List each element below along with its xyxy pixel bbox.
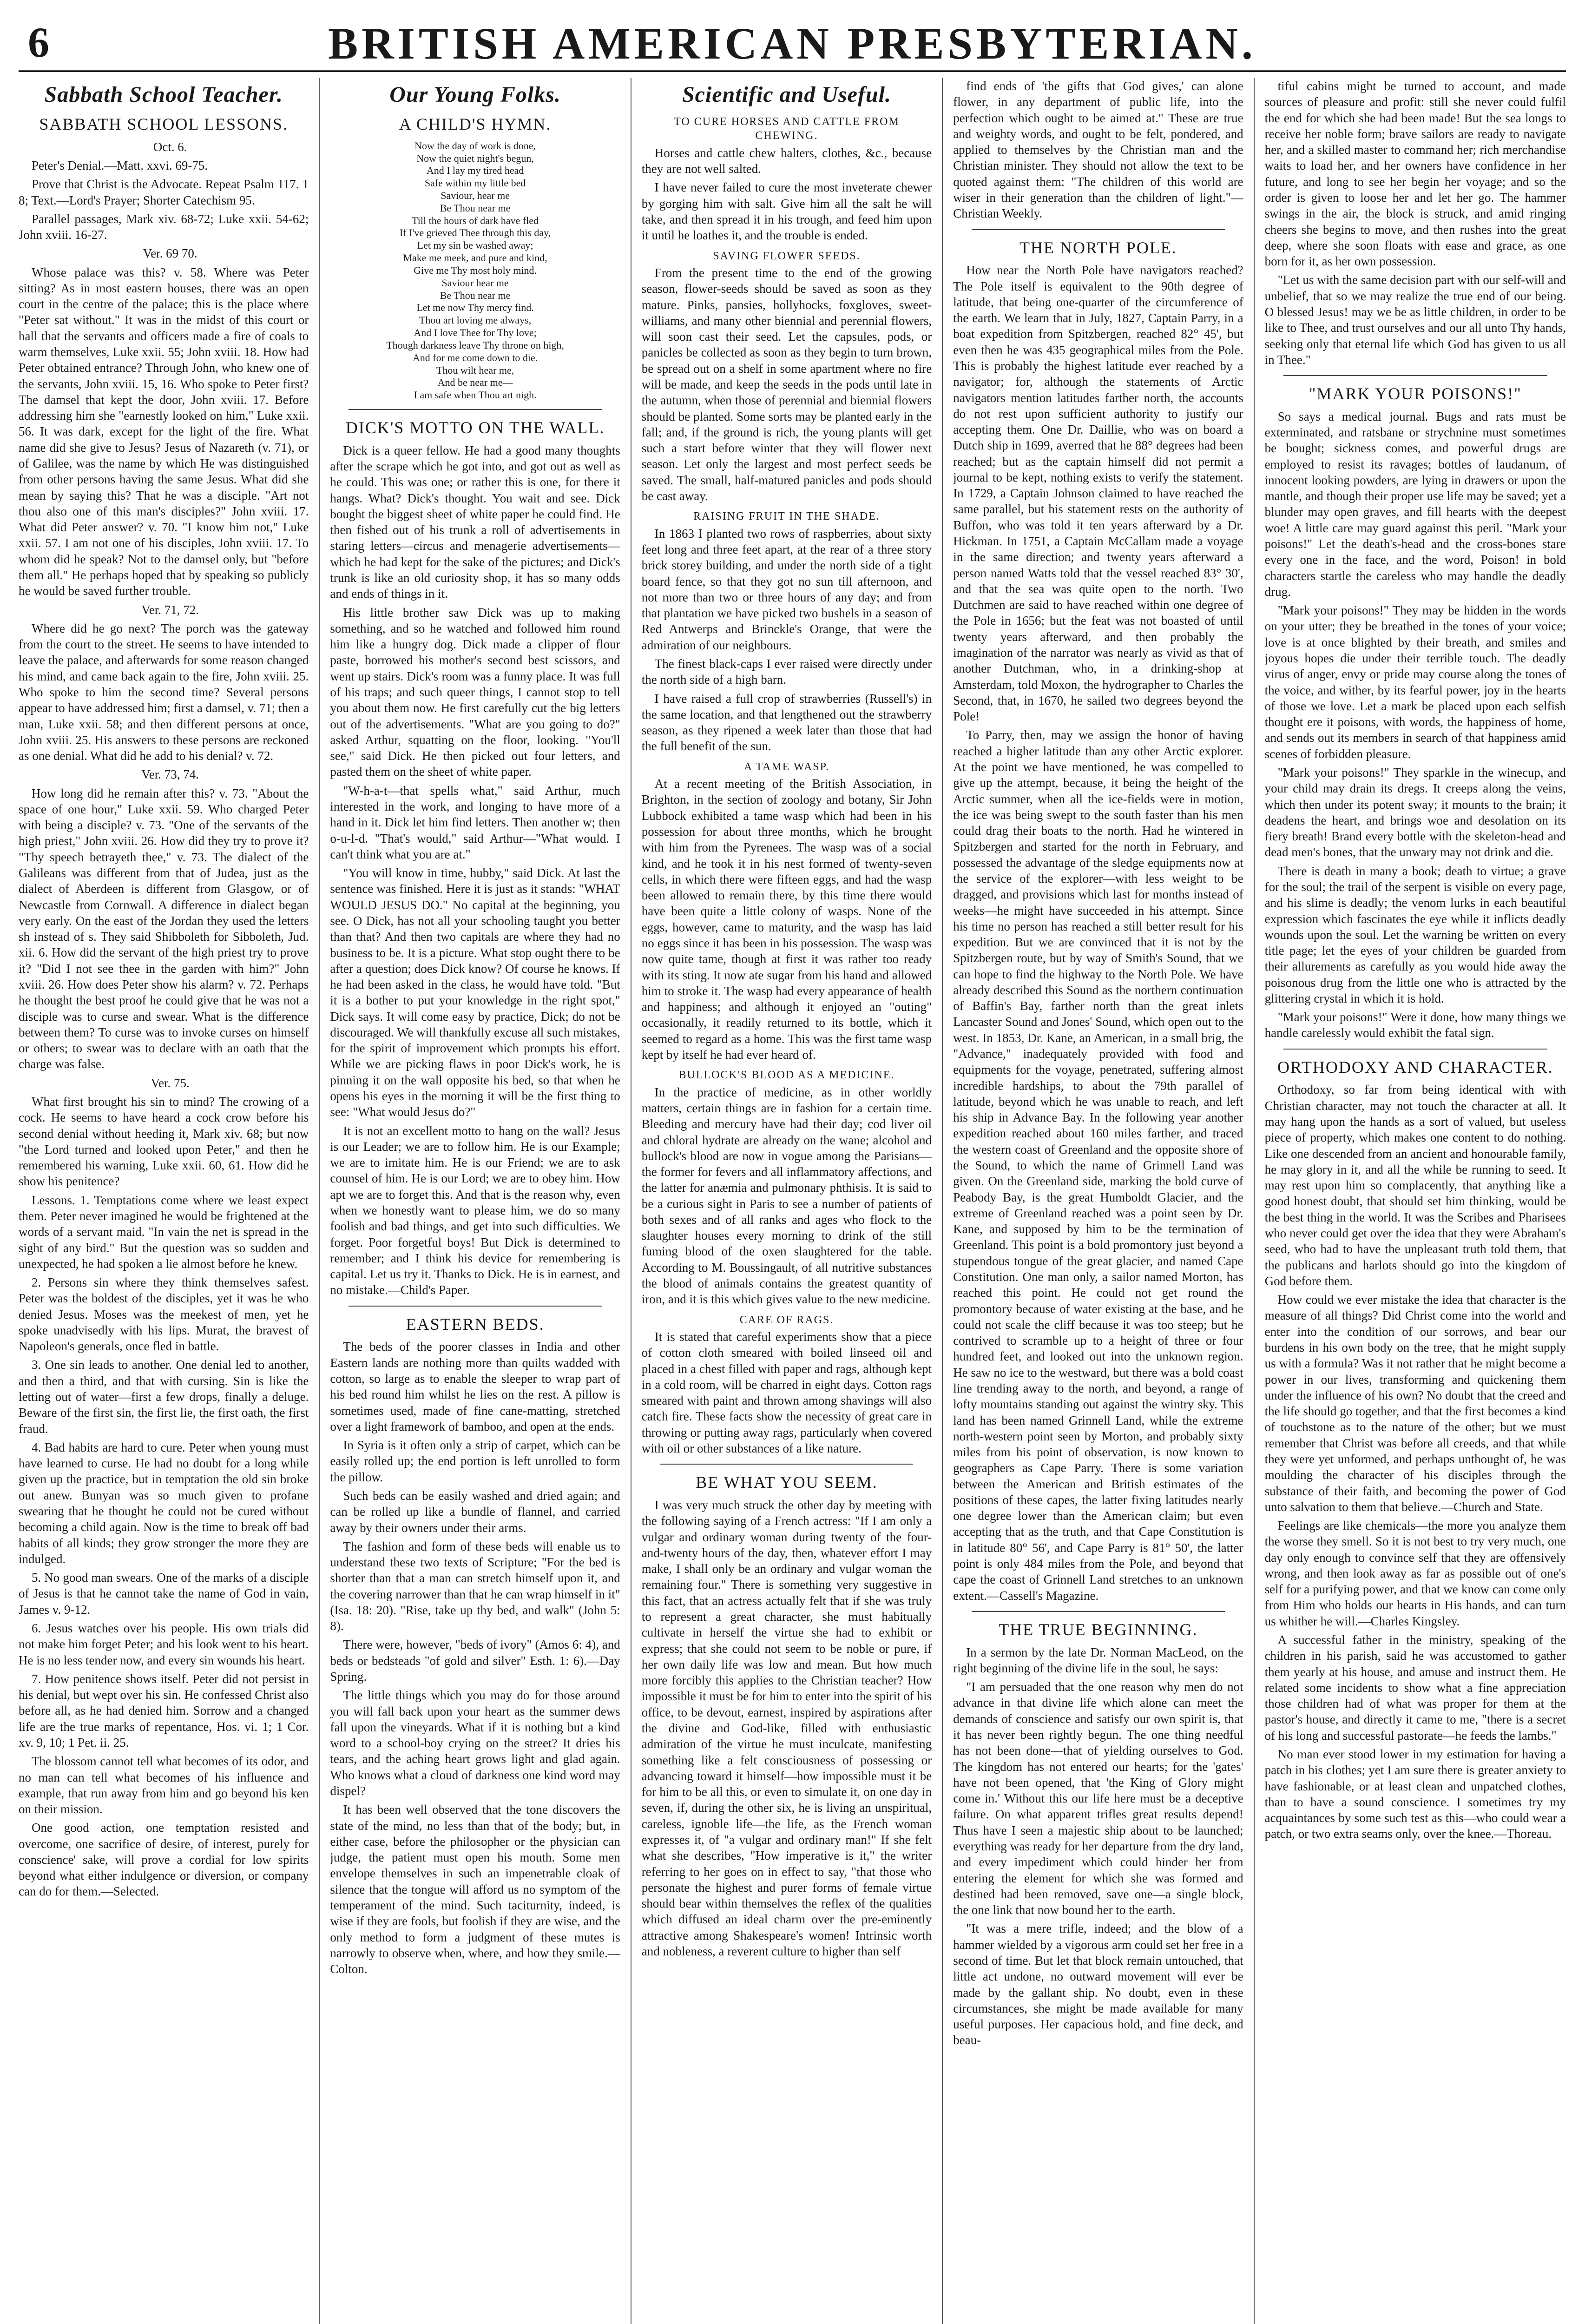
article-title: DICK'S MOTTO ON THE WALL.: [345, 418, 605, 437]
column-poisons: [1265, 78, 1566, 2324]
paragraph: Lessons. 1. Temptations come where we least expect them. Peter never imagined he would be frightened at the words of a servant maid. "In vain the net is spread in the sight of any bird." But the question was so sudden and unexpected, he had spoken a lie almost before he knew.: [19, 1193, 309, 1271]
section-heading: Scientific and Useful.: [682, 82, 891, 107]
hymn-line: Be Thou near me: [440, 289, 511, 301]
paragraph: What first brought his sin to mind? The crowing of a cock. He seems to have heard a cock crow before his second denial without heeding it, Mark xiv. 68; but now "the Lord turned and looked upon Peter," and then he remembered his warning, Luke xxii. 60, 61. How did he show his penitence?: [19, 1094, 309, 1188]
divider: [972, 1611, 1224, 1612]
paragraph: "Let us with the same decision part with our self-will and unbelief, that so we may realize the true end of our being. O blessed Jesus! may we be as little children, in order to be like to Thee, and trust ourselves and our all unto Thy hands, seeking only that eternal life which God has given to us all in Thee.": [1264, 273, 1566, 367]
paragraph: "It was a mere trifle, indeed; and the blow of a hammer wielded by a vigorous arm could set her free in a second of time. But let that block remain untouched, that little act undone, no outward movement will ever be made by the gallant ship. No doubt, even in these circumstances, she might be made available for many useful purposes. Her capacious hold, and fine deck, and beau-: [953, 1921, 1243, 2047]
hymn-line: Now the day of work is done,: [414, 139, 536, 152]
paragraph: 5. No good man swears. One of the marks of a disciple of Jesus is that he cannot take the name of God in vain, James v. 9-12.: [19, 1571, 309, 1617]
article-title: SAVING FLOWER SEEDS.: [713, 250, 861, 262]
paragraph: The beds of the poorer classes in India and other Eastern lands are nothing more than quilts wadded with cotton, so large as to enable the sleeper to wrap part of his bed round him whilst he lies on the rest. A pillow is sometimes used, made of fine cane-matting, stretched over a light framework of bamboo, and open at the ends.: [330, 1340, 620, 1433]
hymn-line: Saviour, hear me: [441, 189, 510, 201]
column-sabbath-school: [19, 78, 320, 2324]
paragraph: Where did he go next? The porch was the gateway from the court to the street. He seems to have intended to leave the palace, and afterwards for some reason changed his mind, and came back again to the fire, John xviii. 25. Who spoke to him the second time? Several persons appear to have addressed him; first a damsel, v. 71; then a man, Luke xxii. 58; and then different persons at once, John xviii. 25. His answers to these persons are reckoned as one denial. What did he add to his denial? v. 72.: [19, 621, 309, 763]
article-title: CARE OF RAGS.: [739, 1314, 834, 1326]
article-title: BE WHAT YOU SEEM.: [696, 1473, 878, 1492]
paragraph: His little brother saw Dick was up to making something, and so he watched and followed him round him like a hungry dog. Dick made a clipper of flour paste, borrowed his mother's second best scissors, and went up stairs. Dick's room was a funny place. It was full of his traps; and such queer things, I cannot stop to tell you about them now. He first carefully cut the big letters out of the advertisements. "What are you going to do?" asked Arthur, squatting on the floor, looking. "You'll see," said Dick. He then picked out four letters, and pasted them on the sheet of white paper.: [330, 605, 620, 779]
hymn-line: Let me now Thy mercy find.: [416, 302, 534, 314]
hymn-line: Thou art loving me always,: [419, 314, 532, 326]
paragraph: It is not an excellent motto to hang on the wall? Jesus is our Leader; we are to follow him. He is our Example; we are to imitate him. He is our Friend; we are to ask counsel of him. He is our Lord; we are to obey him. How apt we are to forget this. And that is the reason why, even when we honestly want to please him, we do so many foolish and bad things, and get into such difficulties. We forget. Poor forgetful boys! But Dick is determined to remember; and I think his device for remembering is capital. Let us try it. Thanks to Dick. He is in earnest, and no mistake.—Child's Paper.: [330, 1123, 620, 1297]
hymn-line: And I lay my tired head: [426, 165, 524, 177]
paragraph: 2. Persons sin where they think themselves safest. Peter was the boldest of the disciples, yet it was he who denied Jesus. Moses was the meekest of men, yet he spoke unadvisedly with his lips. Murat, the bravest of Napoleon's generals, once fled in battle.: [19, 1275, 309, 1353]
paragraph: How near the North Pole have navigators reached? The Pole itself is equivalent to the 90th degree of latitude, that being one-quarter of the circumference of the earth. We learn that in July, 1827, Captain Parry, in a boat expedition from Spitzbergen, reached 82° 45', but even then he was 435 geographical miles from the Pole. This is probably the highest latitude ever reached by a navigator; for, although the statements of Arctic navigators mention latitudes farther north, the accounts do not rest upon sufficient authority to justify our accepting them. One Dr. Daillie, who was on board a Dutch ship in 1699, averred that he 88° degrees had been reached; but as the captain himself did not permit a journal to be kept, nothing exists to verify the statement. In 1729, a Captain Johnson claimed to have reached the same parallel, but his statement rests on the authority of Buffon, who was told it ten years afterward by a Dr. Hickman. In 1751, a Captain McCallam made a voyage in the same direction; and twenty years afterward a person named Watts told that the vessel reached 83° 30', and that the sea was quite open to the north. Two Dutchmen are said to have reached within one degree of the Pole in 1656; but the feat was not boasted of until twenty years afterward, and then probably the imagination of the narrator was nearly as vivid as that of another Dutchman, who, in a drinking-shop at Amsterdam, told Moxon, the hydrographer to Charles the Second, that, in 1670, he sailed two degrees beyond the Pole!: [953, 263, 1243, 724]
masthead: [19, 14, 1566, 72]
paragraph: "Mark your poisons!" Were it done, how many things we handle carelessly would exhibit the fatal sign.: [1264, 1010, 1566, 1040]
column-scientific: [642, 78, 943, 2324]
hymn-line: Be Thou near me: [440, 202, 511, 214]
article-title: THE NORTH POLE.: [1019, 238, 1177, 257]
paragraph: So says a medical journal. Bugs and rats must be exterminated, and ratsbane or strychnine must sometimes be bought; sickness comes, and powerful drugs are employed to resist its ravages; bottles of laudanum, of innocent looking powders, are lying in drawers or upon the mantle, and though their proper use life may be saved; yet a blunder may open graves, and fill hearts with the deepest woe! A little care may guard against this peril. "Mark your poisons!" Let the death's-head and the cross-bones stare every one in the face, and the word, Poison! in bold characters startle the careless who may handle the deadly drug.: [1264, 409, 1566, 599]
hymn-line: Saviour hear me: [441, 277, 509, 289]
hymn-line: And be near me—: [437, 376, 513, 389]
paragraph: To Parry, then, may we assign the honor of having reached a higher latitude than any other Arctic explorer. At the point we have mentioned, he was compelled to give up the attempt, because, it being the height of the Arctic summer, when all the ice-fields were in motion, the ice was being swept to the south faster than his men could drag their boats to the north. Had he wintered in Spitzbergen and started for the north in February, and possessed the advantage of the sledge equipments now at the service of the explorer—with less weight to be dragged, and provisions which last for months instead of weeks—he might have succeeded in his attempt. Since his time no person has reached a still better result for his expedition. But we are convinced that it is not by the Spitzbergen route, but by way of Smith's Sound, that we can hope to find the highway to the North Pole. We have already described this Sound as the northern continuation of Baffin's Bay, farther north than the great inlets Lancaster Sound and Jones' Sound, which open out to the west. In 1853, Dr. Kane, an American, in a small brig, the "Advance," inadequately provided with food and equipments for the voyage, penetrated, suffering almost incredible hardships, to about the 79th parallel of latitude, beyond which he was unable to reach, and left his ship in Advance Bay. In the following year another expedition reached about 160 miles farther, and traced the western coast of Greenland and the opposite shore of the Sound, to which the name of Grinnell Land was given. On the Greenland side, marking the bold curve of Peabody Bay, is the great Humboldt Glacier, and the extreme of Greenland reached was a point seen by Dr. Kane, and supposed by him to be the termination of Greenland. This point is a bold promontory just beyond a stupendous tongue of the great glacier, and named Cape Constitution. One man only, a sailor named Morton, has reached this point. He could not get round the promontory because of water existing at the base, and he could not scale the cliff because it was too steep; but he contrived to scramble up to a height of three or four hundred feet, and looked out into the unknown region. He saw no ice to the westward, but there was a bold coast line trending away to the north, and beyond, a range of lofty mountains standing out against the wintry sky. This land has been named Grinnell Land, while the extreme north-western point seen by Morton, and probably sixty miles from his point of observation, is now known to geographers as Cape Parry. There is some variation between the American and British estimates of the positions of these capes, the latter fixing latitudes nearly one degree lower than the American claim; but even accepting that as the truth, and that Cape Constitution is in latitude 80° 56', and Cape Parry is 81° 50', the latter point is only 484 miles from the Pole, and beyond that cape the coast of Grinnell Land stretches to an unknown extent.—Cassell's Magazine.: [953, 728, 1243, 1603]
paragraph: Whose palace was this? v. 58. Where was Peter sitting? As in most eastern houses, there was an open court in the centre of the palace; this is the place where "Peter sat without." It was in the midst of this court or hall that the servants and officers made a fire of coals to warm themselves, Luke xxii. 55; John xviii. 18. How had Peter obtained entrance? Through John, who knew one of the servants, John xviii. 15, 16. Who spoke to Peter first? The damsel that kept the door, John xviii. 17. Before addressing him she "earnestly looked on him," Luke xxii. 56. It was dark, except for the light of the fire. What name did she give to Jesus? Jesus of Nazareth (v. 71), or of Galilee, was the name by which He was distinguished from other persons having the same Jesus. What did she mean by saying this? That he was a disciple. "Art not thou also one of this man's disciples?" John xviii. 17. What did Peter answer? v. 70. "I know him not," Luke xxii. 57. I am not one of his disciples, John xviii. 17. To whom did he speak? Not to the damsel only, but "before them all." He perhaps hoped that by speaking so publicly he would be saved further trouble.: [19, 265, 309, 598]
paragraph: Such beds can be easily washed and dried again; and can be rolled up like a bundle of flannel, and carried away by their owners under their arms.: [330, 1488, 620, 1535]
verse-reference: Ver. 75.: [151, 1076, 190, 1090]
hymn-line: I am safe when Thou art nigh.: [414, 389, 537, 401]
paragraph: How long did he remain after this? v. 73. "About the space of one hour," Luke xxii. 59. Who charged Peter with being a disciple? v. 73. "One of the servants of the high priest," John xviii. 26. How did they try to prove it? "Thy speech betrayeth thee," v. 73. The dialect of the Galileans was different from that of Judea, just as the dialect of Aberdeen is different from Glasgow, or of Newcastle from Cornwall. A difference in dialect began very early. On the east of the Jordan they used the letters sh instead of s. They said Shibboleth for Sibboleth, Jud. xii. 6. How did the servant of the high priest try to prove it? "Did I not see thee in the garden with him?" John xviii. 26. How does Peter show his alarm? v. 72. Perhaps he thought the best proof he could give that he was not a disciple was to curse and swear. What is the difference between them? To curse was to invoke curses on himself or others; to swear was to declare with an oath that the charge was false.: [19, 786, 309, 1071]
paragraph: I was very much struck the other day by meeting with the following saying of a French actress: "If I am only a vulgar and ordinary woman during twenty of the four-and-twenty hours of the day, then, whatever effort I may make, I shall only be an ordinary and vulgar woman the remaining four." There is something very suggestive in this fact, that an actress actually felt that if she was truly to represent a great character, she must habitually cultivate in herself the virtue she had to exhibit or express; that she could not seem to be noble or pure, if her own daily life was low and mean. But how much more forcibly this applies to the Christian teacher? How impossible it must be for him to enter into the spirit of his office, to be devout, earnest, inspired by aspirations after the divine and God-like, filled with enthusiastic admiration of the virtue he must inculcate, manifesting something like a felt consciousness of possessing or advancing toward it himself—how impossible must it be for him to be all this, or even to simulate it, on one day in seven, if, during the other six, he is living an unspiritual, careless, ignoble life—the life, as the French woman expresses it, of "a vulgar and ordinary man!" If she felt what she describes, "How imperative is it," the writer referring to her goes on in effect to say, "that those who personate the highest and purer forms of female virtue should bear within themselves the reflex of the qualities which diffused an ideal charm over the pre-eminently attractive among Shakespeare's women! Intrinsic worth and nobleness, a reverent culture to higher than self: [641, 1498, 932, 1958]
paragraph: At a recent meeting of the British Association, in Brighton, in the section of zoology and botany, Sir John Lubbock exhibited a tame wasp which had been in his possession for about three months, which he brought with him from the Pyrenees. The wasp was of a social kind, and he took it in his nest formed of twenty-seven cells, in which there were fifteen eggs, and had the wasp been allowed to remain there, by this time there would have been quite a little colony of wasps. None of the eggs, however, came to maturity, and the wasp has laid no eggs since it has been in his possession. The wasp was now quite tame, though at first it was rather too ready with its sting. It now ate sugar from his hand and allowed him to stroke it. The wasp had every appearance of health and happiness; and although it enjoyed an "outing" occasionally, it readily returned to its bottle, which it seemed to regard as a home. This was the first tame wasp kept by itself he had ever heard of.: [641, 777, 932, 1062]
verse-reference: Ver. 71, 72.: [141, 602, 199, 617]
hymn-line: Let my sin be washed away;: [417, 239, 533, 251]
paragraph: I have never failed to cure the most inveterate chewer by gorging him with salt. Give him all the salt he will take, and then spread it in his trough, and feed him upon it until he loathes it, and the trouble is ended.: [641, 180, 932, 243]
paragraph: "Mark your poisons!" They may be hidden in the words on your utter; they be breathed in the tones of your voice; love is at once blighted by their breath, and smiles and joyous hopes die under their terrible touch. The deadly virus of anger, envy or pride may course along the tones of the voice, and wither, by its fearful power, joy in the hearts of those we love. Let a mark be placed upon each selfish thought ere it poisons, with words, the happiness of home, and sends out its members in search of that happiness amid scenes of forbidden pleasure.: [1264, 603, 1566, 761]
paragraph: How could we ever mistake the idea that character is the measure of all things? Did Christ come into the world and enter into the condition of our sorrows, and bear our burdens in his own body on the tree, that he might supply us with a formula? Was it not rather that he might become a power in our lives, transforming and quickening them under the influence of his own? No doubt that the creed and the life should go together, and that the first becomes a kind of touchstone as to the nature of the other; but we must remember that Christ was before all creeds, and that while they were yet unformed, and perhaps unthought of, he was moulding the character of his disciples through the substance of their faith, and becoming the power of God unto salvation to them that believe.—Church and State.: [1264, 1293, 1566, 1514]
paragraph: In the practice of medicine, as in other worldly matters, certain things are in fashion for a certain time. Bleeding and mercury have had their day; cod liver oil and chloral hydrate are already on the wane; alcohol and bullock's blood are now in vogue among the Parisians—the former for fevers and all inflammatory affections, and the latter for anæmia and pulmonary phthisis. It is said to be a curious sight in Paris to see a number of patients of both sexes and of all ranks and ages who flock to the slaughter houses every morning to drink of the still fuming blood of the oxen slaughtered for the table. According to M. Boussingault, of all nutritive substances the blood of animals contains the greatest quantity of iron, and it is this which gives value to the new medicine.: [641, 1085, 932, 1307]
article-title: EASTERN BEDS.: [406, 1314, 545, 1334]
hymn-line: Now the quiet night's begun,: [416, 152, 534, 164]
paragraph: I have raised a full crop of strawberries (Russell's) in the same location, and that lengthened out the strawberry season, as they ripened a week later than those that had the full benefit of the sun.: [641, 691, 932, 753]
hymn-line: Thou wilt hear me,: [436, 364, 514, 376]
paragraph: find ends of 'the gifts that God gives,' can alone flower, in any department of public life, into the perfection which ought to be aimed at." These are true and weighty words, and ought to be felt, pondered, and applied to themselves by the Christian man and the Christian minister. They should not allow the text to be quoted against them: "The children of this world are wiser in their generation than the children of light."—Christian Weekly.: [953, 79, 1243, 221]
paragraph: The fashion and form of these beds will enable us to understand these two texts of Scripture; "For the bed is shorter than that a man can stretch himself upon it, and the covering narrower than that he can wrap himself in it" (Isa. 18: 20). "Rise, take up thy bed, and walk" (John 5: 8).: [330, 1539, 620, 1633]
verse-reference: Ver. 73, 74.: [141, 767, 199, 782]
hymn-line: Though darkness leave Thy throne on high,: [386, 339, 564, 351]
section-heading: Sabbath School Teacher.: [44, 82, 283, 107]
paragraph: 3. One sin leads to another. One denial led to another, and then a third, and that with cursing. Sin is like the letting out of water—first a few drops, finally a deluge. Beware of the first sin, the first lie, the first oath, the first fraud.: [19, 1358, 309, 1436]
paragraph: One good action, one temptation resisted and overcome, one sacrifice of desire, of interest, purely for conscience' sake, will prove a cordial for low spirits beyond what either indulgence or diversion, or company can do for them.—Selected.: [19, 1821, 309, 1899]
hymn-line: Till the hours of dark have fled: [412, 214, 539, 226]
article-title: A CHILD'S HYMN.: [399, 114, 552, 133]
paragraph: It is stated that careful experiments show that a piece of cotton cloth smeared with boiled linseed oil and placed in a chest filled with paper and rags, although kept in a cold room, will be charred in eight days. Cotton rags smeared with paint and thrown among shavings will also catch fire. These facts show the necessity of great care in throwing or putting away rags, particularly when covered with oil or other substances of a like nature.: [641, 1330, 932, 1456]
divider: [972, 229, 1224, 230]
article-title: ORTHODOXY AND CHARACTER.: [1277, 1057, 1553, 1076]
paragraph: Prove that Christ is the Advocate. Repeat Psalm 117. 1 8; Text.—Lord's Prayer; Shorter Catechism 95.: [19, 177, 309, 207]
paragraph: It has been well observed that the tone discovers the state of the mind, no less than that of the body; but, in either case, before the philosopher or the physician can judge, the patient must open his mouth. Some men envelope themselves in such an impenetrable cloak of silence that the tongue will afford us no symptom of the temperament of the mind. Such taciturnity, indeed, is wise if they are fools, but foolish if they are wise, and the only method to form a judgment of these mutes is narrowly to observe when, where, and how they smile.—Colton.: [330, 1802, 620, 1976]
divider: [1283, 1049, 1547, 1050]
paragraph: 6. Jesus watches over his people. His own trials did not make him forget Peter; and his look went to his heart. He is no less tender now, and every sin wounds his heart.: [19, 1621, 309, 1667]
paragraph: No man ever stood lower in my estimation for having a patch in his clothes; yet I am sure there is greater anxiety to have fashionable, or at least clean and unpatched clothes, than to have a sound conscience. I sometimes try my acquaintances by some such test as this—who could wear a patch, or two extra seams only, over the knee.—Thoreau.: [1264, 1747, 1566, 1841]
paragraph: Orthodoxy, so far from being identical with with Christian character, may not touch the character at all. It may hang upon the hands as a sort of valued, but useless piece of property, which makes one content to do nothing. Like one descended from an ancient and honourable family, he may glory in it, and all the while be running to seed. It may rest upon him so complacently, that anything like a good honest doubt, that should set him thinking, would be the best thing in the world. It was the Scribes and Pharisees who never could get over the idea that they were Abraham's seed, who had to have the unpleasant truth told them, that the publicans and harlots should go into the kingdom of God before them.: [1264, 1083, 1566, 1288]
divider: [349, 1306, 601, 1307]
paragraph: Parallel passages, Mark xiv. 68-72; Luke xxii. 54-62; John xviii. 16-27.: [19, 211, 309, 242]
divider: [660, 1464, 913, 1465]
article-title: "MARK YOUR POISONS!": [1309, 384, 1522, 403]
paragraph: "You will know in time, hubby," said Dick. At last the sentence was finished. Here it is just as it stands: "WHAT WOULD JESUS DO." No capital at the beginning, you see. O Dick, has not all your schooling taught you better than that? And then two capitals are where they had no business to be. It is a picture. What stop ought there to be after a question; does Dick know? Of course he knows. If he had been asked in the class, he would have told. "But it is a bother to put your knowledge in the right spot," Dick says. It will come easy by practice, Dick; do not be discouraged. We will thankfully excuse all such mistakes, for the spirit of improvement which prompts his effort. While we are picking flaws in poor Dick's work, he is pinning it on the wall opposite his bed, so that when he opens his eyes in the morning it will be the first thing to see: "What would Jesus do?": [330, 866, 620, 1119]
hymn-line: And I love Thee for Thy love;: [414, 327, 537, 339]
paragraph: tiful cabins might be turned to account, and made sources of pleasure and profit: still she never could fulfil the end for which she had been made! But the sea longs to receive her noble form; brave sailors are ready to navigate her, and a skilled master to command her; rich merchandise waits to load her, and her owners have confidence in her future, and long to see her begin her voyage; and so the order is given to loose her and let her go. The hammer swings in the air, the block is struck, and amid ringing cheers she begins to move, and then rushes into the great deep, where she soon floats with ease and grace, as one born for it, as her own possession.: [1264, 79, 1566, 269]
paragraph: "I am persuaded that the one reason why men do not advance in that divine life which alone can meet the demands of conscience and satisfy our own spirit is, that it has never been rightly begun. The one thing needful has not been done—that of yielding ourselves to God. The kingdom has not entered our hearts; for the 'gates' have not been opened, that 'the King of Glory might come in.' Without this our life here must be a deceptive failure. On what apparent trifles great results depend! Thus have I seen a majestic ship about to be launched; everything was ready for her departure from the dry land, and every impediment which could hinder her from entering the element for which she was formed and destined had been removed, save one—a single block, the one link that now bound her to the earth.: [953, 1680, 1243, 1917]
lesson-reference: Peter's Denial.—Matt. xxvi. 69-75.: [32, 158, 208, 172]
article-title: BULLOCK'S BLOOD AS A MEDICINE.: [678, 1069, 895, 1082]
divider: [349, 409, 601, 410]
paragraph: "W-h-a-t—that spells what," said Arthur, much interested in the work, and longing to have more of a hand in it. Dick let him find letters. Then another w; then o-u-l-d. "That's would," said Arthur—"What would. I can't think what you are at.": [330, 783, 620, 861]
column-north-pole: [953, 78, 1254, 2324]
paragraph: There is death in many a book; death to virtue; a grave for the soul; the trail of the serpent is visible on every page, and his slime is deadly; the venom lurks in each beautiful expression which fascinates the eye while it inflicts deadly wounds upon the soul. Let the warning be written on every title page; let the eyes of your children be guarded from their allurements as carefully as you would hide away the poisonous drug from the little one who is attracted by the glittering crystal in which it is hold.: [1264, 864, 1566, 1005]
hymn-line: If I've grieved Thee through this day,: [399, 227, 551, 239]
paragraph: "Mark your poisons!" They sparkle in the winecup, and your child may drain its dregs. It creeps along the veins, which then under its potent sway; it mounts to the brain; it deadens the heart, and brings woe and desolation on its fiery breath! Brand every bottle with the skeleton-head and dead men's bones, that the unwary may not drink and die.: [1264, 765, 1566, 859]
paragraph: There were, however, "beds of ivory" (Amos 6: 4), and beds or bedsteads "of gold and silver" Esth. 1: 6).—Day Spring.: [330, 1637, 620, 1684]
hymn-line: Safe within my little bed: [424, 177, 526, 189]
hymn-line: And for me come down to die.: [412, 351, 538, 363]
paragraph: From the present time to the end of the growing season, flower-seeds should be saved as soon as they mature. Pinks, pansies, hollyhocks, foxgloves, sweet-williams, and many other biennial and perennial flowers, will soon cast their seed. Let the capsules, pods, or panicles be collected as soon as they begin to turn brown, be spread out on a shelf in some apartment where no fire will be made, and keep the seeds in the pods until late in the autumn, when those of perennial and biennial flowers should be planted. Some sorts may be planted early in the fall; and, if the ground is rich, the young plants will get such a start before winter that they will flower next season. Let only the largest and most perfect seeds be saved. The small, half-matured panicles and pods should be cast away.: [641, 266, 932, 503]
hymn-line: Make me meek, and pure and kind,: [403, 252, 547, 264]
paragraph: The finest black-caps I ever raised were directly under the north side of a high barn.: [641, 656, 932, 687]
divider: [1283, 375, 1547, 376]
hymn-verses: [330, 140, 620, 402]
article-title: THE TRUE BEGINNING.: [999, 1620, 1198, 1639]
hymn-line: Give me Thy most holy mind.: [414, 264, 537, 276]
newspaper-title: BRITISH AMERICAN PRESBYTERIAN.: [328, 19, 1256, 68]
paragraph: 7. How penitence shows itself. Peter did not persist in his denial, but wept over his sin. He confessed Christ also before all, as he had denied him. Sorrow and a changed life are the true marks of repentance, Hos. vi. 1; 1 Cor. xv. 9, 10; 1 Pet. ii. 25.: [19, 1671, 309, 1750]
section-subheading: SABBATH SCHOOL LESSONS.: [39, 114, 289, 133]
page-number: 6: [28, 19, 49, 66]
columns: [19, 78, 1566, 2324]
article-title: RAISING FRUIT IN THE SHADE.: [693, 510, 880, 523]
paragraph: Dick is a queer fellow. He had a good many thoughts after the scrape which he got into, and got out as well as he could. This was one; or rather this is one, for there it hangs. What? Dick's thought. You wait and see. Dick bought the biggest sheet of white paper he could find. He then fished out of his trunk a roll of advertisements in staring letters—circus and menagerie advertisements—which he had kept for the sake of the pictures; and Dick's trunk is like an old curiosity shop, it has so many odds and ends of things in it.: [330, 443, 620, 601]
lesson-date: Oct. 6.: [153, 139, 187, 154]
paragraph: In a sermon by the late Dr. Norman MacLeod, on the right beginning of the divine life in the soul, he says:: [953, 1645, 1243, 1675]
section-heading: Our Young Folks.: [389, 82, 561, 107]
verse-reference: Ver. 69 70.: [143, 246, 197, 261]
article-title: TO CURE HORSES AND CATTLE FROM CHEWING.: [674, 115, 900, 142]
paragraph: Feelings are like chemicals—the more you analyze them the worse they smell. So it is not best to try very much, one day only enough to convince self that they are offensively wrong, and then look away as far as possible out of one's self for a purifying power, and that we know can come only from Him who holds our hearts in His hands, and can turn us whither he will.—Charles Kingsley.: [1264, 1519, 1566, 1628]
paragraph: In 1863 I planted two rows of raspberries, about sixty feet long and three feet apart, at the rear of a three story brick storey building, and under the north side of a tight board fence, so that they got no sun till afternoon, and not more than two or three hours of any day; and from that plantation we have picked two bushels in a season of Red Antwerps and Brinckle's Orange, that were the admiration of our neighbours.: [641, 526, 932, 652]
paragraph: The blossom cannot tell what becomes of its odor, and no man can tell what becomes of his influence and example, that run away from him and go beyond his ken on their mission.: [19, 1754, 309, 1816]
column-young-folks: [330, 78, 631, 2324]
paragraph: 4. Bad habits are hard to cure. Peter when young must have learned to curse. He had no doubt for a long while given up the practice, but in temptation the old sin broke out anew. Bunyan was so much given to profane swearing that he thought he could not be cured without becoming a child again. Now is the time to break off bad habits of all kinds; they grow stronger the more they are indulged.: [19, 1440, 309, 1566]
paragraph: Horses and cattle chew halters, clothes, &c., because they are not well salted.: [641, 145, 932, 176]
paragraph: A successful father in the ministry, speaking of the children in his parish, said he was accustomed to gather them yearly at his house, and amuse and instruct them. He related some incidents to show what a fine appreciation those children had of what was proper for them at the pastor's house, and directly it came to me, "there is a secret of his long and successful pastorate—he feeds the lambs.": [1264, 1633, 1566, 1743]
paragraph: In Syria is it often only a strip of carpet, which can be easily rolled up; the end portion is left unrolled to form the pillow.: [330, 1438, 620, 1484]
paragraph: The little things which you may do for those around you will fall back upon your heart as the summer dews fall upon the vineyards. What if it is nothing but a kind word to a school-boy crying on the street? It dries his tears, and the aching heart grows light and glad again. Who knows what a cloud of darkness one kind word may dispel?: [330, 1688, 620, 1798]
article-title: A TAME WASP.: [743, 760, 830, 773]
